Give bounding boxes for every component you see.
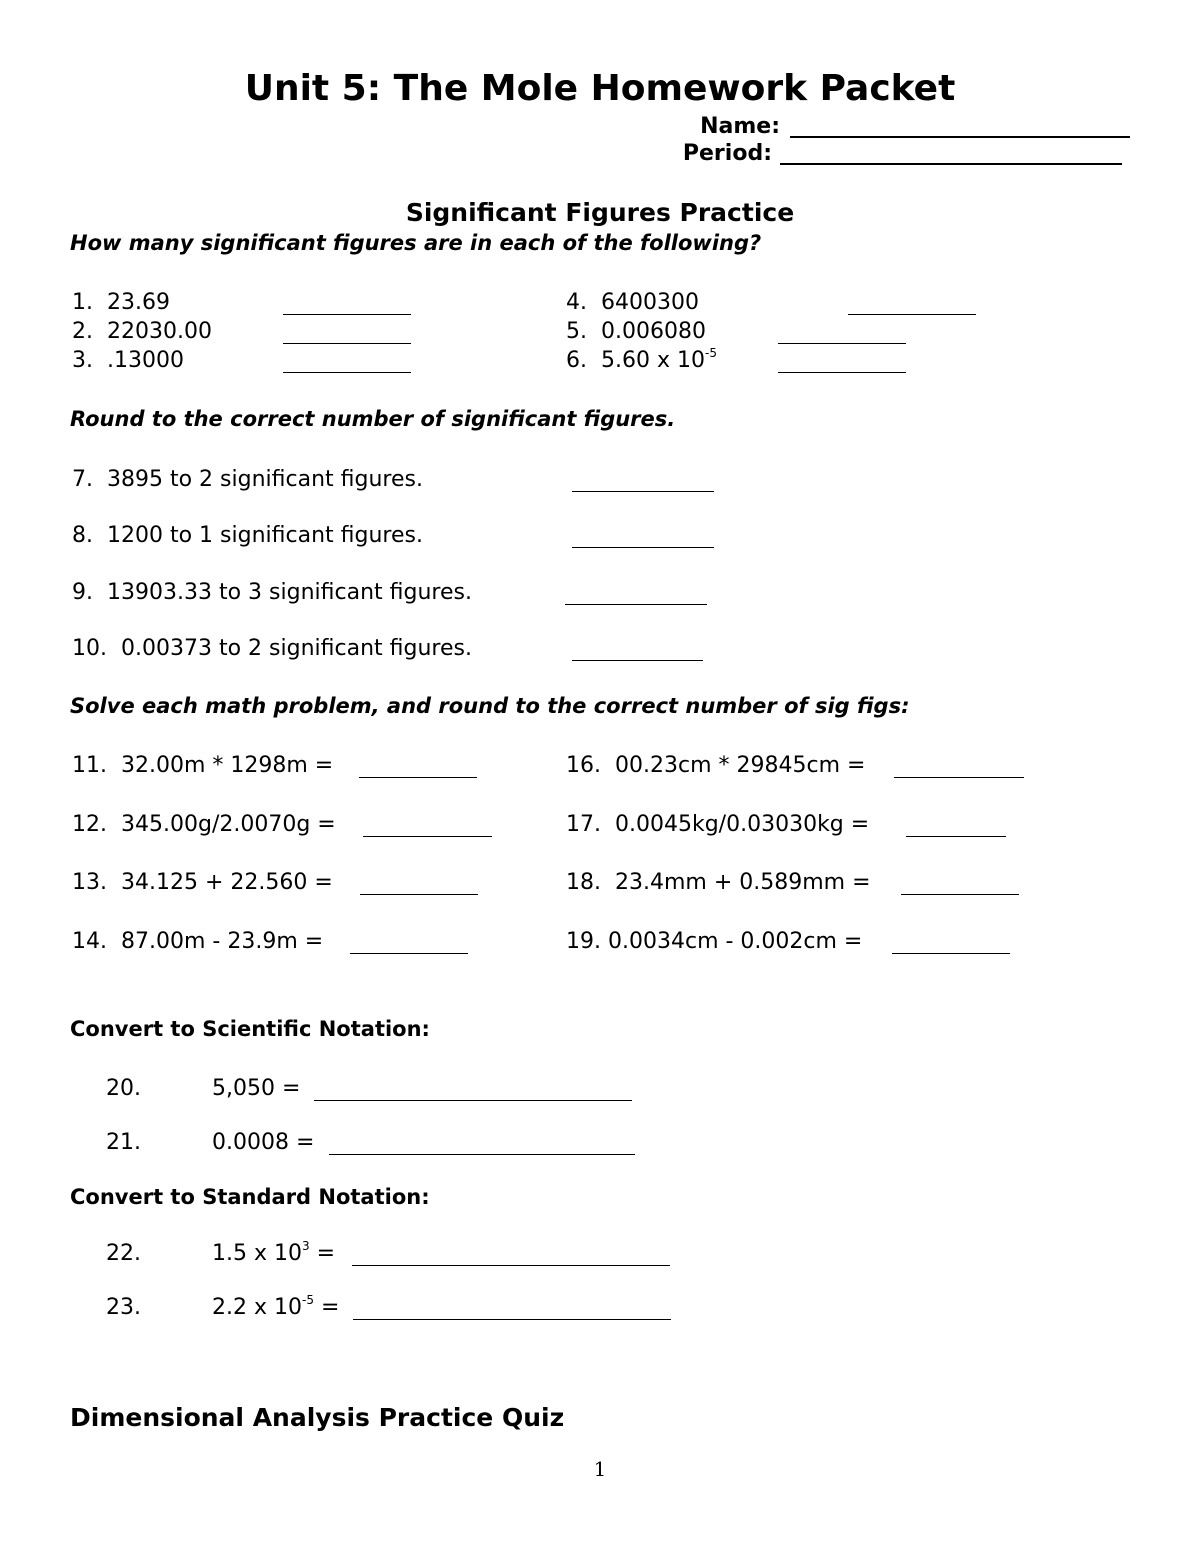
item-number: 17. bbox=[566, 812, 601, 837]
item-value: 22030.00 bbox=[107, 319, 212, 344]
std-notation-heading: Convert to Standard Notation: bbox=[70, 1185, 430, 1209]
answer-blank-9[interactable] bbox=[565, 604, 707, 605]
period-label: Period: bbox=[682, 141, 772, 166]
solve-item-17 bbox=[566, 812, 869, 837]
count-item-2 bbox=[72, 319, 212, 344]
round-item-7 bbox=[72, 467, 423, 492]
item-number: 12. bbox=[72, 812, 107, 837]
item-number: 10. bbox=[72, 636, 107, 661]
answer-blank-4[interactable] bbox=[848, 314, 976, 315]
item-text: 13903.33 to 3 significant figures. bbox=[107, 580, 472, 605]
item-number: 8. bbox=[72, 523, 93, 548]
answer-blank-2[interactable] bbox=[283, 343, 411, 344]
item-text: 0.0045kg/0.03030kg = bbox=[615, 812, 870, 837]
item-value: 23.69 bbox=[107, 290, 170, 315]
answer-blank-6[interactable] bbox=[778, 372, 906, 373]
name-label: Name: bbox=[700, 114, 780, 139]
answer-blank-21[interactable] bbox=[329, 1154, 635, 1155]
solve-instruction: Solve each math problem, and round to the correct number of sig figs: bbox=[70, 694, 910, 718]
period-field[interactable] bbox=[780, 163, 1122, 165]
item-number: 7. bbox=[72, 467, 93, 492]
answer-blank-13[interactable] bbox=[360, 894, 478, 895]
std-item-23-text bbox=[212, 1295, 339, 1320]
std-item-22-number: 22. bbox=[106, 1241, 141, 1266]
item-number: 16. bbox=[566, 753, 601, 778]
solve-item-13 bbox=[72, 870, 333, 895]
answer-blank-3[interactable] bbox=[283, 372, 411, 373]
exponent: 3 bbox=[302, 1239, 310, 1253]
count-item-1 bbox=[72, 290, 170, 315]
sci-item-21-number: 21. bbox=[106, 1130, 141, 1155]
sci-notation-heading: Convert to Scientific Notation: bbox=[70, 1017, 430, 1041]
item-number: 9. bbox=[72, 580, 93, 605]
answer-blank-20[interactable] bbox=[314, 1100, 632, 1101]
item-number: 11. bbox=[72, 753, 107, 778]
item-number: 1. bbox=[72, 290, 93, 315]
item-number: 19. bbox=[566, 929, 601, 954]
item-text: 32.00m * 1298m = bbox=[121, 753, 334, 778]
name-field[interactable] bbox=[790, 136, 1130, 138]
solve-item-14 bbox=[72, 929, 323, 954]
answer-blank-8[interactable] bbox=[572, 547, 714, 548]
solve-item-12 bbox=[72, 812, 336, 837]
exponent: -5 bbox=[302, 1293, 314, 1307]
item-number: 6. bbox=[566, 348, 587, 373]
item-text: 1200 to 1 significant figures. bbox=[107, 523, 423, 548]
answer-blank-17[interactable] bbox=[906, 836, 1006, 837]
answer-blank-11[interactable] bbox=[359, 777, 477, 778]
answer-blank-7[interactable] bbox=[572, 491, 714, 492]
count-item-4 bbox=[566, 290, 699, 315]
answer-blank-12[interactable] bbox=[363, 836, 492, 837]
answer-blank-16[interactable] bbox=[894, 777, 1024, 778]
answer-blank-22[interactable] bbox=[352, 1265, 670, 1266]
count-instruction: How many significant figures are in each of the following? bbox=[70, 231, 762, 255]
equals: = bbox=[313, 1295, 340, 1320]
item-number: 13. bbox=[72, 870, 107, 895]
sci-item-20-number: 20. bbox=[106, 1076, 141, 1101]
answer-blank-1[interactable] bbox=[283, 314, 411, 315]
solve-item-16 bbox=[566, 753, 865, 778]
exponent: -5 bbox=[704, 346, 717, 360]
sci-item-20-text: 5,050 = bbox=[212, 1076, 301, 1101]
page-title: Unit 5: The Mole Homework Packet bbox=[244, 68, 956, 109]
answer-blank-18[interactable] bbox=[901, 894, 1019, 895]
item-number: 18. bbox=[566, 870, 601, 895]
answer-blank-19[interactable] bbox=[892, 953, 1010, 954]
base: 2.2 x 10 bbox=[212, 1295, 302, 1320]
solve-item-18 bbox=[566, 870, 871, 895]
count-item-3 bbox=[72, 348, 184, 373]
item-value: 6400300 bbox=[601, 290, 699, 315]
item-text: 345.00g/2.0070g = bbox=[121, 812, 336, 837]
answer-blank-10[interactable] bbox=[572, 660, 703, 661]
solve-item-19 bbox=[566, 929, 862, 954]
item-text: 3895 to 2 significant figures. bbox=[107, 467, 423, 492]
page-number: 1 bbox=[593, 1457, 607, 1481]
base: 1.5 x 10 bbox=[212, 1241, 302, 1266]
count-item-5 bbox=[566, 319, 706, 344]
item-value: 5.60 x 10 bbox=[601, 348, 705, 373]
std-item-23-number: 23. bbox=[106, 1295, 141, 1320]
answer-blank-5[interactable] bbox=[778, 343, 906, 344]
std-item-22-text bbox=[212, 1241, 335, 1266]
equals: = bbox=[309, 1241, 336, 1266]
item-text: 34.125 + 22.560 = bbox=[121, 870, 333, 895]
item-text: 0.00373 to 2 significant figures. bbox=[121, 636, 472, 661]
round-item-10 bbox=[72, 636, 472, 661]
item-value: .13000 bbox=[107, 348, 184, 373]
item-value: 0.006080 bbox=[601, 319, 706, 344]
item-number: 3. bbox=[72, 348, 93, 373]
item-number: 2. bbox=[72, 319, 93, 344]
item-number: 14. bbox=[72, 929, 107, 954]
round-item-8 bbox=[72, 523, 423, 548]
solve-item-11 bbox=[72, 753, 333, 778]
round-item-9 bbox=[72, 580, 472, 605]
sci-item-21-text: 0.0008 = bbox=[212, 1130, 315, 1155]
answer-blank-23[interactable] bbox=[353, 1319, 671, 1320]
count-item-6 bbox=[566, 348, 717, 373]
dimensional-heading: Dimensional Analysis Practice Quiz bbox=[70, 1403, 565, 1432]
answer-blank-14[interactable] bbox=[350, 953, 468, 954]
item-text: 0.0034cm - 0.002cm = bbox=[608, 929, 863, 954]
item-text: 87.00m - 23.9m = bbox=[121, 929, 324, 954]
item-number: 4. bbox=[566, 290, 587, 315]
round-instruction: Round to the correct number of significant figures. bbox=[70, 407, 676, 431]
item-text: 00.23cm * 29845cm = bbox=[615, 753, 866, 778]
sig-figs-heading: Significant Figures Practice bbox=[405, 198, 795, 227]
item-number: 5. bbox=[566, 319, 587, 344]
item-text: 23.4mm + 0.589mm = bbox=[615, 870, 871, 895]
